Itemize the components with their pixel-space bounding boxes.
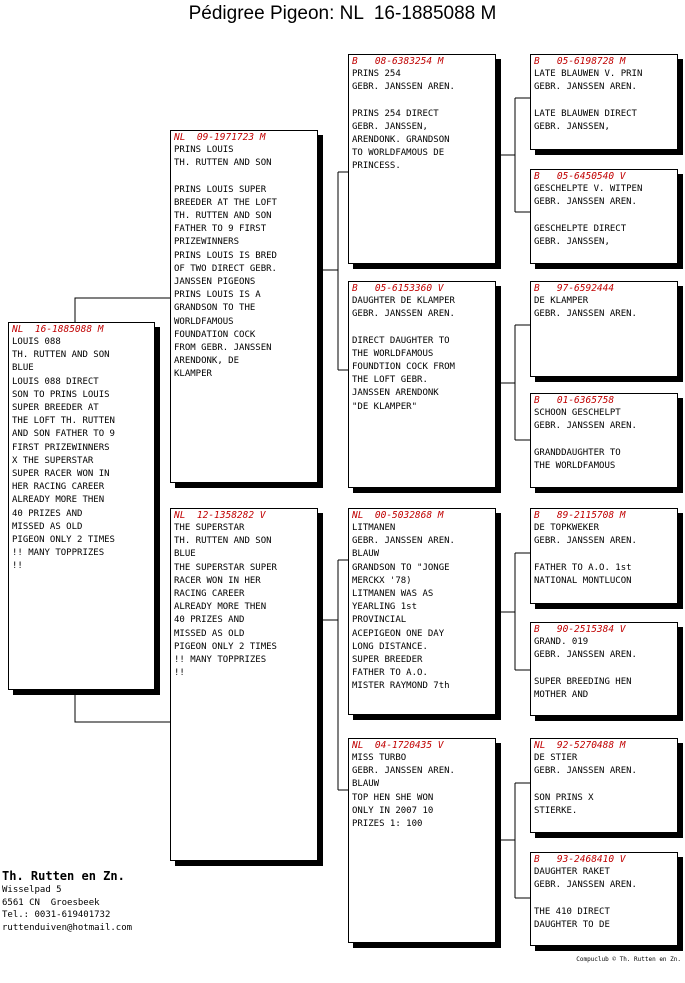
pigeon-name: DAUGHTER RAKET — [534, 867, 610, 877]
note-line: SON PRINS X — [534, 792, 594, 803]
note-line: LATE BLAUWEN DIRECT — [534, 108, 637, 119]
note-line: X THE SUPERSTAR — [12, 455, 94, 466]
ring-number: B 89-2115708 M — [534, 510, 626, 521]
note-line: GEBR. JANSSEN, — [534, 121, 610, 132]
note-line: MISSED AS OLD — [12, 521, 83, 532]
note-line: PRIZEWINNERS — [174, 237, 240, 248]
note-line: FIRST PRIZEWINNERS — [12, 442, 110, 453]
note-line: THE 410 DIRECT — [534, 906, 610, 917]
note-line — [534, 548, 674, 561]
note-line: PRINS LOUIS IS BRED — [174, 250, 277, 261]
note-line: PIGEON ONLY 2 TIMES — [174, 641, 277, 652]
note-line: "DE KLAMPER" — [352, 401, 418, 412]
ring-number: NL 00-5032868 M — [352, 510, 444, 521]
pigeon-card-dd-dam — [530, 852, 678, 946]
ring-number: B 01-6365758 — [534, 395, 615, 406]
note-line: SUPER BREEDER AT — [12, 403, 99, 414]
ring-number: NL 09-1971723 M — [174, 132, 266, 143]
note-line: KLAMPER — [174, 369, 212, 380]
breeder: GEBR. JANSSEN AREN. — [534, 880, 637, 891]
note-line: GRANDDAUGHTER TO — [534, 447, 621, 458]
ring-number: NL 92-5270488 M — [534, 740, 626, 751]
ring-number: B 97-6592444 — [534, 283, 615, 294]
pigeon-card-ds-sire — [530, 508, 678, 604]
pigeon-card-sire-sire — [348, 54, 496, 264]
breeder: GEBR. JANSSEN AREN. — [534, 766, 637, 777]
note-line: OF TWO DIRECT GEBR. — [174, 263, 277, 274]
breeder: GEBR. JANSSEN AREN. — [534, 197, 637, 208]
note-line: NATIONAL MONTLUCON — [534, 575, 632, 586]
note-line: SUPER BREEDING HEN — [534, 676, 632, 687]
note-line: TH. RUTTEN AND SON — [174, 211, 272, 221]
software-credit: Compuclub © Th. Rutten en Zn. — [576, 956, 681, 963]
breeder: GEBR. JANSSEN AREN. — [352, 309, 455, 320]
note-line: LITMANEN WAS AS — [352, 589, 434, 600]
firm-name: Th. Rutten en Zn. — [2, 869, 125, 883]
note-line: YEARLING 1st — [352, 602, 418, 613]
note-line — [174, 170, 314, 183]
note-line: PIGEON ONLY 2 TIMES — [12, 535, 115, 546]
address-street: Wisselpad 5 — [2, 885, 62, 895]
note-line: THE WORLDFAMOUS — [534, 460, 616, 471]
note-line: THE LOFT TH. RUTTEN — [12, 416, 115, 427]
ring-number: B 05-6153360 V — [352, 283, 444, 294]
pigeon-card-sd-dam — [530, 393, 678, 488]
ring-number: B 05-6450540 V — [534, 171, 626, 182]
pigeon-name: GESCHELPTE V. WITPEN — [534, 184, 643, 194]
note-line: ALREADY MORE THEN — [12, 495, 105, 506]
note-line: MERCKX '78) — [352, 575, 412, 586]
note-line: GRANDSON TO THE — [174, 303, 256, 314]
note-line: FOUNDTION COCK FROM — [352, 362, 455, 372]
note-line: RACING CAREER — [174, 589, 245, 600]
note-line: THE LOFT GEBR. — [352, 375, 428, 386]
breeder: GEBR. JANSSEN AREN. — [534, 309, 637, 320]
pigeon-card-dam-sire — [348, 508, 496, 715]
pigeon-name: DE KLAMPER — [534, 296, 589, 306]
note-line: WORLDFAMOUS — [174, 316, 234, 327]
note-line: ALREADY MORE THEN — [174, 602, 267, 613]
note-line: GEBR. JANSSEN, — [534, 236, 610, 247]
pigeon-card-dam-dam — [348, 738, 496, 943]
note-line — [534, 94, 674, 107]
note-line — [534, 209, 674, 222]
note-line: GESCHELPTE DIRECT — [534, 223, 627, 234]
pigeon-name: PRINS 254 — [352, 69, 401, 79]
pigeon-name: THE SUPERSTAR — [174, 523, 245, 533]
note-line: SON TO PRINS LOUIS — [12, 389, 110, 400]
note-line: SUPER BREEDER — [352, 655, 423, 666]
note-line: TO WORLDFAMOUS DE — [352, 148, 445, 159]
note-line: !! MANY TOPPRIZES — [174, 655, 267, 666]
note-line: MISSED AS OLD — [174, 628, 245, 639]
note-line — [534, 892, 674, 905]
note-line: MOTHER AND — [534, 689, 589, 700]
note-line: ONLY IN 2007 10 — [352, 805, 434, 816]
email: ruttenduiven@hotmail.com — [2, 922, 133, 933]
ring-number: NL 12-1358282 V — [174, 510, 266, 521]
note-line: PROVINCIAL — [352, 615, 407, 626]
note-line: LONG DISTANCE. — [352, 641, 428, 652]
note-line: ARENDONK, DE — [174, 356, 240, 367]
note-line: THE SUPERSTAR SUPER — [174, 562, 277, 573]
note-line — [352, 94, 492, 107]
ring-number: B 08-6383254 M — [352, 56, 444, 67]
breeder: GEBR. JANSSEN AREN. — [352, 766, 455, 777]
pigeon-name: LOUIS 088 — [12, 337, 61, 347]
note-line: AND SON FATHER TO 9 — [12, 429, 115, 440]
note-line: JANSSEN PIGEONS — [174, 277, 256, 288]
breeder: GEBR. JANSSEN AREN. — [352, 82, 455, 93]
note-line — [534, 433, 674, 446]
note-line: ACEPIGEON ONE DAY — [352, 628, 445, 639]
pigeon-card-ss-dam — [530, 169, 678, 264]
note-line: THE WORLDFAMOUS — [352, 348, 434, 359]
note-line: DIRECT DAUGHTER TO — [352, 335, 450, 346]
pigeon-card-subject — [8, 322, 155, 690]
note-line: PRIZES 1: 100 — [352, 819, 423, 830]
pigeon-name: PRINS LOUIS — [174, 145, 234, 155]
note-line: PRINS LOUIS SUPER — [174, 184, 267, 195]
pigeon-card-dam — [170, 508, 318, 861]
pigeon-name: GRAND. 019 — [534, 637, 589, 647]
note-line: !! — [174, 668, 185, 679]
pigeon-card-sd-sire — [530, 281, 678, 377]
address-city: 6561 CN Groesbeek — [2, 897, 100, 908]
ring-number: B 93-2468410 V — [534, 854, 626, 865]
note-line: SUPER RACER WON IN — [12, 469, 110, 480]
pigeon-name: DE TOPKWEKER — [534, 523, 600, 533]
note-line: FOUNDATION COCK — [174, 329, 256, 340]
note-line: MISTER RAYMOND 7th — [352, 681, 450, 692]
ring-number: NL 16-1885088 M — [12, 324, 104, 335]
breeder: TH. RUTTEN AND SON — [174, 536, 272, 547]
ring-number: NL 04-1720435 V — [352, 740, 444, 751]
phone: Tel.: 0031-619401732 — [2, 910, 111, 920]
ring-number: B 05-6198728 M — [534, 56, 626, 67]
note-line: 40 PRIZES AND — [174, 615, 245, 626]
page-title: Pédigree Pigeon: NL 16-1885088 M — [188, 3, 497, 24]
color: BLUE — [174, 549, 196, 560]
note-line: TOP HEN SHE WON — [352, 792, 434, 803]
note-line — [534, 778, 674, 791]
note-line: PRINCESS. — [352, 161, 401, 172]
pigeon-card-sire — [170, 130, 318, 483]
note-line: PRINS LOUIS IS A — [174, 290, 261, 301]
pigeon-card-ss-sire — [530, 54, 678, 150]
ring-number: B 90-2515384 V — [534, 624, 626, 635]
pigeon-name: LITMANEN — [352, 523, 396, 533]
pigeon-name: SCHOON GESCHELPT — [534, 408, 621, 418]
color: BLAUW — [352, 549, 380, 560]
breeder: TH. RUTTEN AND SON — [12, 350, 110, 361]
note-line: FATHER TO 9 FIRST — [174, 224, 267, 235]
note-line — [352, 321, 492, 334]
pigeon-name: MISS TURBO — [352, 753, 407, 763]
note-line: RACER WON IN HER — [174, 575, 261, 586]
pigeon-name: DAUGHTER DE KLAMPER — [352, 296, 455, 306]
note-line: STIERKE. — [534, 805, 578, 816]
color: BLUE — [12, 363, 34, 374]
note-line: LOUIS 088 DIRECT — [12, 376, 99, 387]
pigeon-name: DE STIER — [534, 753, 578, 763]
breeder: GEBR. JANSSEN AREN. — [352, 536, 455, 547]
note-line: !! — [12, 561, 23, 572]
breeder: GEBR. JANSSEN AREN. — [534, 421, 637, 432]
note-line: GRANDSON TO "JONGE — [352, 562, 450, 573]
breeder: GEBR. JANSSEN AREN. — [534, 650, 637, 661]
note-line: FROM GEBR. JANSSEN — [174, 343, 272, 354]
note-line: DAUGHTER TO DE — [534, 919, 610, 930]
breeder: GEBR. JANSSEN AREN. — [534, 82, 637, 93]
pigeon-card-dd-sire — [530, 738, 678, 833]
note-line: FATHER TO A.O. — [352, 668, 428, 679]
note-line: HER RACING CAREER — [12, 482, 105, 493]
pigeon-card-ds-dam — [530, 622, 678, 716]
note-line: !! MANY TOPPRIZES — [12, 548, 105, 559]
note-line: PRINS 254 DIRECT — [352, 108, 439, 119]
breeder: GEBR. JANSSEN AREN. — [534, 536, 637, 547]
note-line — [534, 662, 674, 675]
note-line: FATHER TO A.O. 1st — [534, 562, 632, 573]
note-line: 40 PRIZES AND — [12, 508, 83, 519]
pigeon-name: LATE BLAUWEN V. PRIN — [534, 69, 643, 79]
breeder-contact — [2, 868, 132, 934]
breeder: TH. RUTTEN AND SON — [174, 158, 272, 169]
pigeon-card-sire-dam — [348, 281, 496, 488]
note-line: BREEDER AT THE LOFT — [174, 197, 277, 208]
note-line: JANSSEN ARENDONK — [352, 388, 439, 399]
color: BLAUW — [352, 779, 380, 790]
note-line: GEBR. JANSSEN, — [352, 121, 428, 132]
note-line: ARENDONK. GRANDSON — [352, 135, 450, 145]
